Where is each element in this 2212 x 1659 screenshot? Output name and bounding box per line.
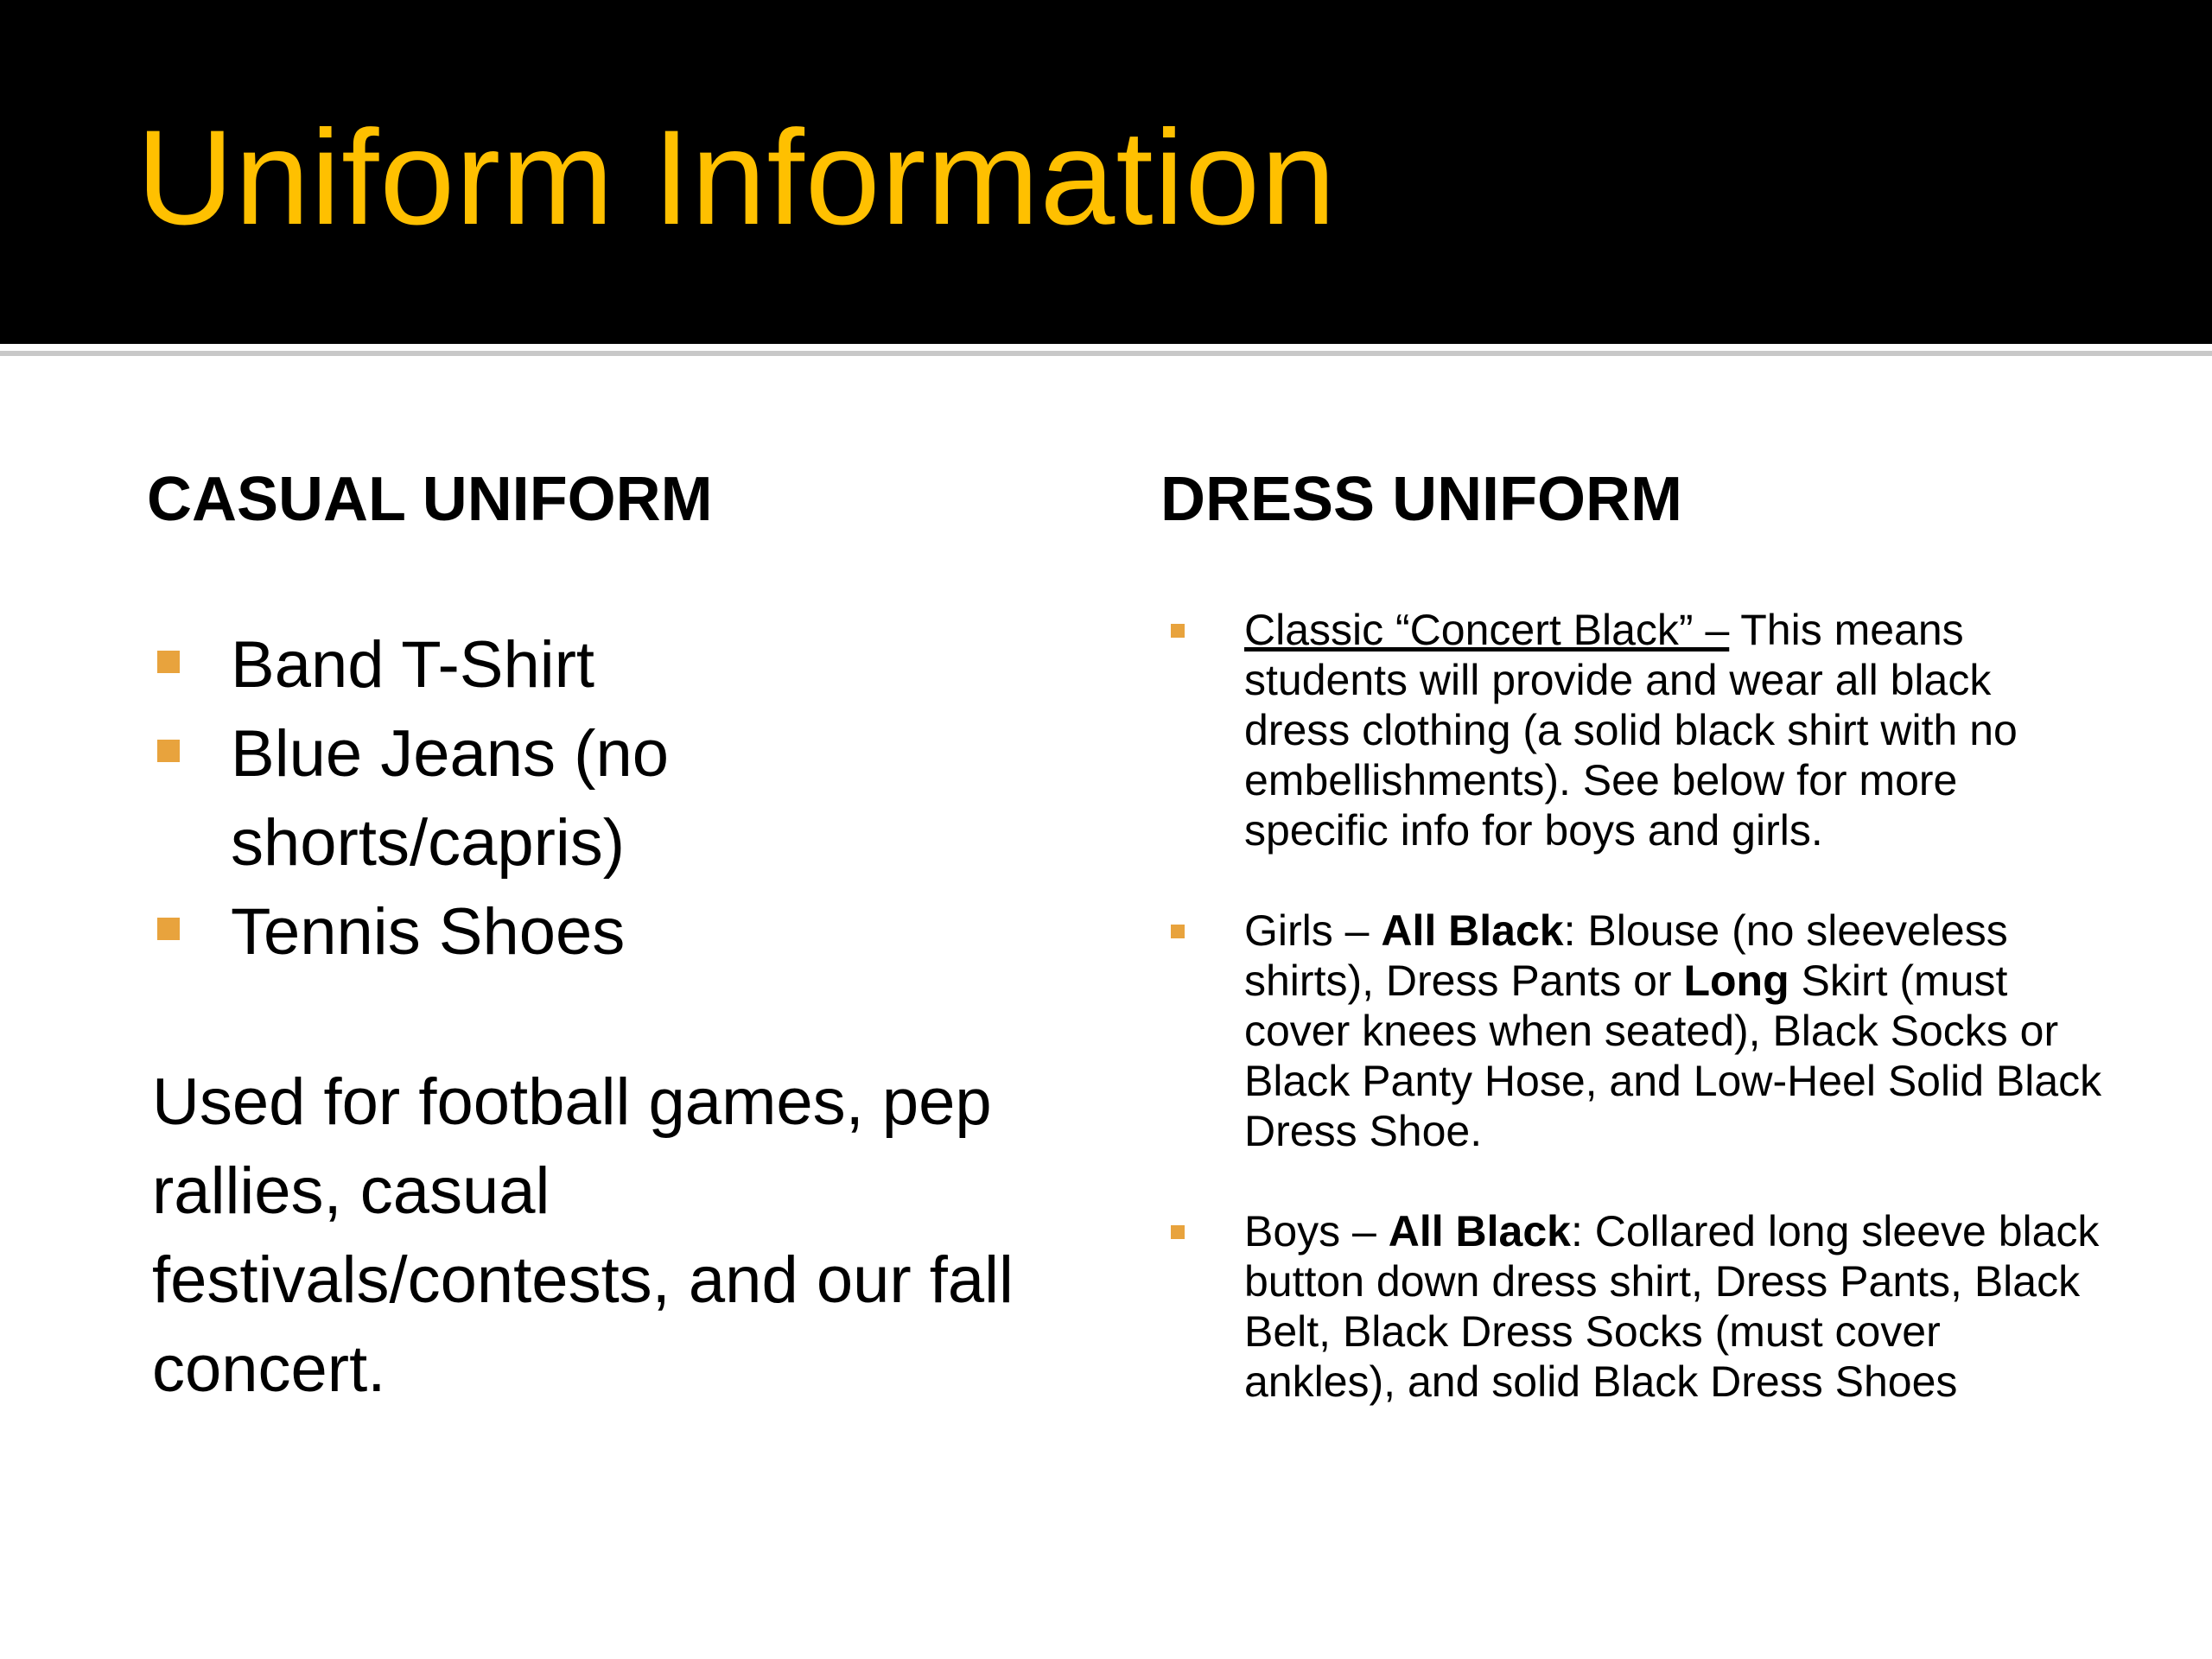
girls-prefix: Girls – (1244, 906, 1382, 955)
girls-text-1: : Blouse (no sleeveless shirts), Dress Pants or (1244, 906, 2008, 1005)
classic-text: This means students will provide and wear all black dress clothing (a solid black shirt with no embellishments). See below for more specific info for boys and girls. (1244, 606, 2018, 855)
boys-all-black: All Black (1388, 1207, 1571, 1255)
list-item-girls (1160, 906, 2102, 1156)
girls-all-black: All Black (1381, 906, 1564, 955)
bullet-icon (1171, 624, 1185, 638)
list-item (147, 887, 1063, 976)
girls-long: Long (1683, 957, 1789, 1005)
boys-text: : Collared long sleeve black button down dress shirt, Dress Pants, Black Belt, Black Dress Socks (must cover ankles), and solid Black Dress Shoes (1244, 1207, 2100, 1406)
classic-label: Classic “Concert Black” – (1244, 606, 1730, 654)
title-divider (0, 351, 2212, 356)
casual-uniform-heading: CASUAL UNIFORM (147, 465, 713, 534)
casual-item-label: Blue Jeans (no shorts/capris) (231, 717, 669, 880)
list-item-classic (1160, 605, 2102, 855)
bullet-icon (1171, 925, 1185, 938)
list-item (147, 620, 1063, 709)
slide-title: Uniform Information (137, 103, 1337, 253)
boys-prefix: Boys – (1244, 1207, 1389, 1255)
dress-uniform-heading: DRESS UNIFORM (1160, 465, 1683, 534)
bullet-icon (1171, 1225, 1185, 1239)
bullet-icon (157, 918, 180, 940)
bullet-icon (157, 740, 180, 762)
girls-text-2: Skirt (must cover knees when seated), Black Socks or Black Panty Hose, and Low-Heel Solid Black Dress Shoe. (1244, 957, 2102, 1155)
casual-uniform-list (147, 620, 1063, 976)
casual-uniform-usage-note: Used for football games, pep rallies, casual festivals/contests, and our fall concert. (152, 1065, 1014, 1406)
dress-uniform-list (1160, 605, 2102, 1407)
bullet-icon (157, 651, 180, 673)
casual-item-label: Band T-Shirt (231, 628, 595, 702)
list-item-boys (1160, 1206, 2102, 1407)
casual-item-label: Tennis Shoes (231, 895, 626, 969)
list-item (147, 709, 1063, 887)
